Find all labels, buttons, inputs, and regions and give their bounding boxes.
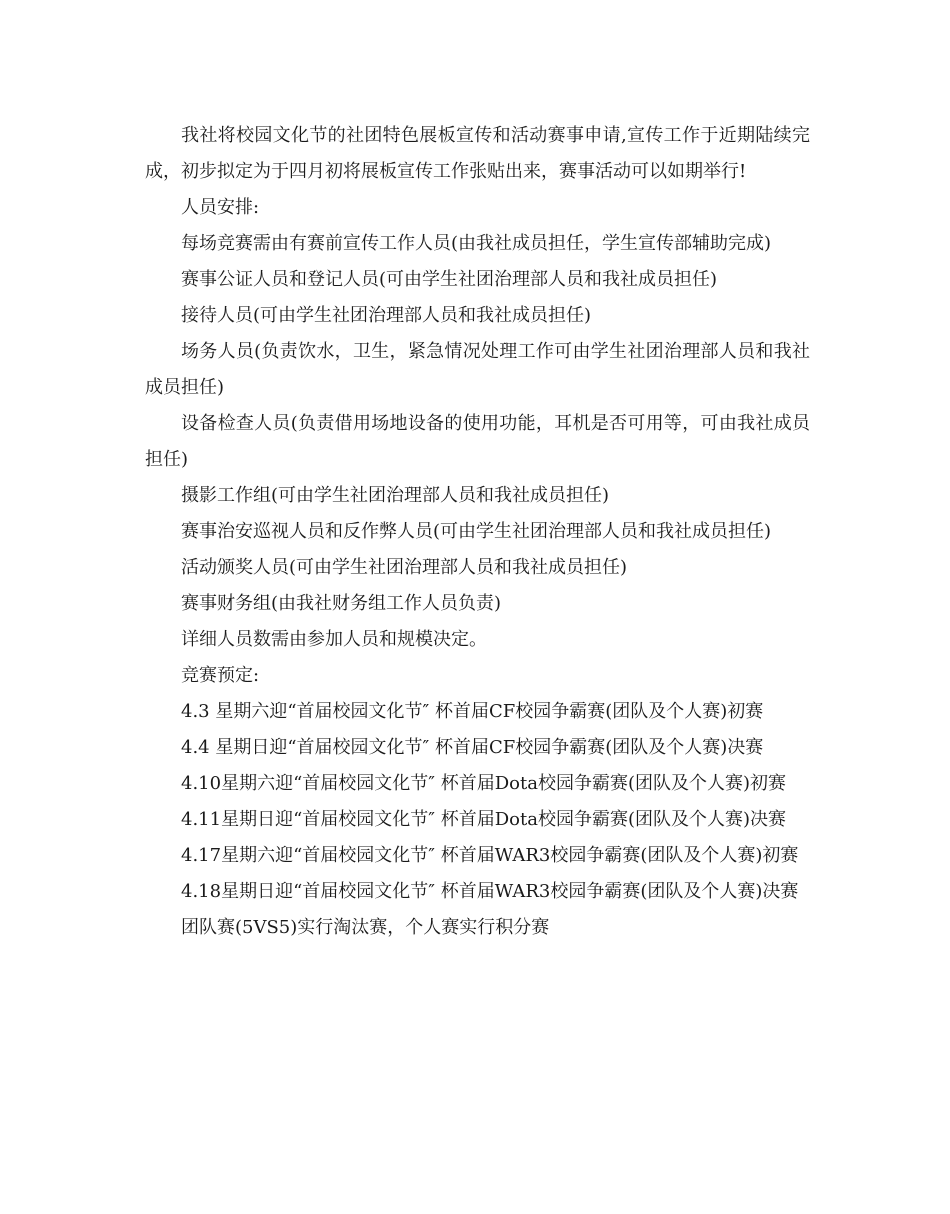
document-body — [145, 118, 810, 946]
staff-item: 赛事治安巡视人员和反作弊人员(可由学生社团治理部人员和我社成员担任) — [181, 521, 772, 542]
schedule-item: 4.18星期日迎“首届校园文化节″ 杯首届WAR3校园争霸赛(团队及个人赛)决赛 — [181, 881, 799, 902]
schedule-item: 4.3 星期六迎“首届校园文化节″ 杯首届CF校园争霸赛(团队及个人赛)初赛 — [181, 701, 764, 722]
staff-item: 接待人员(可由学生社团治理部人员和我社成员担任) — [181, 305, 592, 326]
staff-item: 场务人员(负责饮水，卫生，紧急情况处理工作可由学生社团治理部人员和我社成员担任) — [145, 341, 810, 398]
staff-item: 每场竞赛需由有赛前宣传工作人员(由我社成员担任，学生宣传部辅助完成) — [181, 233, 772, 254]
staff-item: 赛事公证人员和登记人员(可由学生社团治理部人员和我社成员担任) — [181, 269, 718, 290]
schedule-item: 4.17星期六迎“首届校园文化节″ 杯首届WAR3校园争霸赛(团队及个人赛)初赛 — [181, 845, 799, 866]
schedule-item: 4.4 星期日迎“首届校园文化节″ 杯首届CF校园争霸赛(团队及个人赛)决赛 — [181, 737, 764, 758]
staff-item: 活动颁奖人员(可由学生社团治理部人员和我社成员担任) — [181, 557, 628, 578]
staff-item: 设备检查人员(负责借用场地设备的使用功能，耳机是否可用等，可由我社成员担任) — [145, 413, 810, 470]
paragraph-intro: 我社将校园文化节的社团特色展板宣传和活动赛事申请,宣传工作于近期陆续完成，初步拟定为于四月初将展板宣传工作张贴出来，赛事活动可以如期举行! — [145, 125, 810, 182]
schedule-item: 4.11星期日迎“首届校园文化节″ 杯首届Dota校园争霸赛(团队及个人赛)决赛 — [181, 809, 787, 830]
heading-competition-schedule: 竞赛预定: — [181, 665, 260, 686]
schedule-item: 4.10星期六迎“首届校园文化节″ 杯首届Dota校园争霸赛(团队及个人赛)初赛 — [181, 773, 787, 794]
staff-item: 赛事财务组(由我社财务组工作人员负责) — [181, 593, 502, 614]
staff-item: 摄影工作组(可由学生社团治理部人员和我社成员担任) — [181, 485, 610, 506]
heading-staff-arrangement: 人员安排: — [181, 197, 260, 218]
staff-note: 详细人员数需由参加人员和规模决定。 — [181, 629, 487, 650]
competition-format: 团队赛(5VS5)实行淘汰赛，个人赛实行积分赛 — [181, 917, 550, 938]
